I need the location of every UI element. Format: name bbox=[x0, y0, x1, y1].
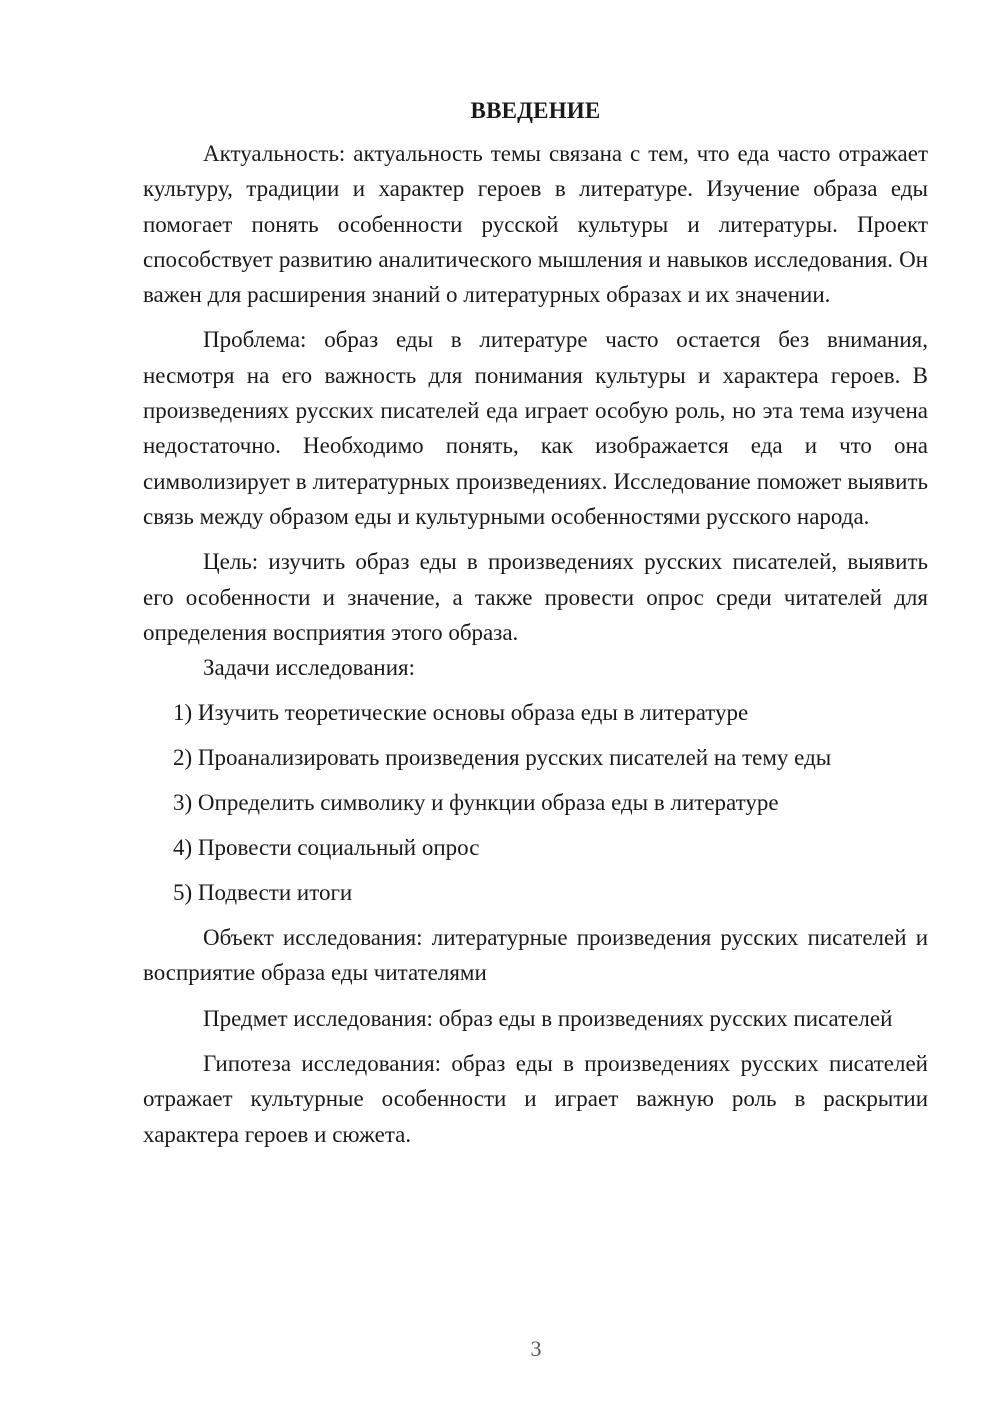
list-item: 5) Подвести итоги bbox=[173, 880, 353, 906]
tasks-list bbox=[143, 695, 928, 910]
hypothesis-paragraph: Гипотеза исследования: образ еды в произведениях русских писателей отражает культурные особенности и играет важную роль в раскрытии характера героев и сюжета. bbox=[143, 1051, 928, 1147]
relevance-paragraph: Актуальность: актуальность темы связана с тем, что еда часто отражает культуру, традиции и характер героев в литературе. Изучение образа еды помогает понять особенности русской культуры и литературы. Проект способствует развитию аналитического мышления и навыков исследования. Он важен для расширения знаний о литературных образах и их значении. bbox=[143, 141, 928, 308]
page-content bbox=[143, 94, 928, 1152]
list-item: 4) Провести социальный опрос bbox=[173, 835, 480, 861]
page-number: 3 bbox=[530, 1336, 542, 1361]
subject-paragraph: Предмет исследования: образ еды в произведениях русских писателей bbox=[203, 1005, 893, 1031]
goal-paragraph: Цель: изучить образ еды в произведениях русских писателей, выявить его особенности и значение, а также провести опрос среди читателей для определения восприятия этого образа. bbox=[143, 549, 928, 645]
list-item: 3) Определить символику и функции образа еды в литературе bbox=[173, 790, 779, 816]
list-item: 1) Изучить теоретические основы образа еды в литературе bbox=[173, 700, 749, 726]
object-paragraph: Объект исследования: литературные произведения русских писателей и восприятие образа еды читателями bbox=[143, 925, 928, 986]
section-heading: ВВЕДЕНИЕ bbox=[470, 98, 601, 123]
problem-paragraph: Проблема: образ еды в литературе часто остается без внимания, несмотря на его важность для понимания культуры и характера героев. В произведениях русских писателей еда играет особую роль, но эта тема изучена недостаточно. Необходимо понять, как изображается еда и что она символизирует в литературных произведениях. Исследование поможет выявить связь между образом еды и культурными особенностями русского народа. bbox=[143, 327, 928, 529]
tasks-title: Задачи исследования: bbox=[203, 655, 416, 681]
list-item: 2) Проанализировать произведения русских писателей на тему еды bbox=[173, 745, 832, 771]
